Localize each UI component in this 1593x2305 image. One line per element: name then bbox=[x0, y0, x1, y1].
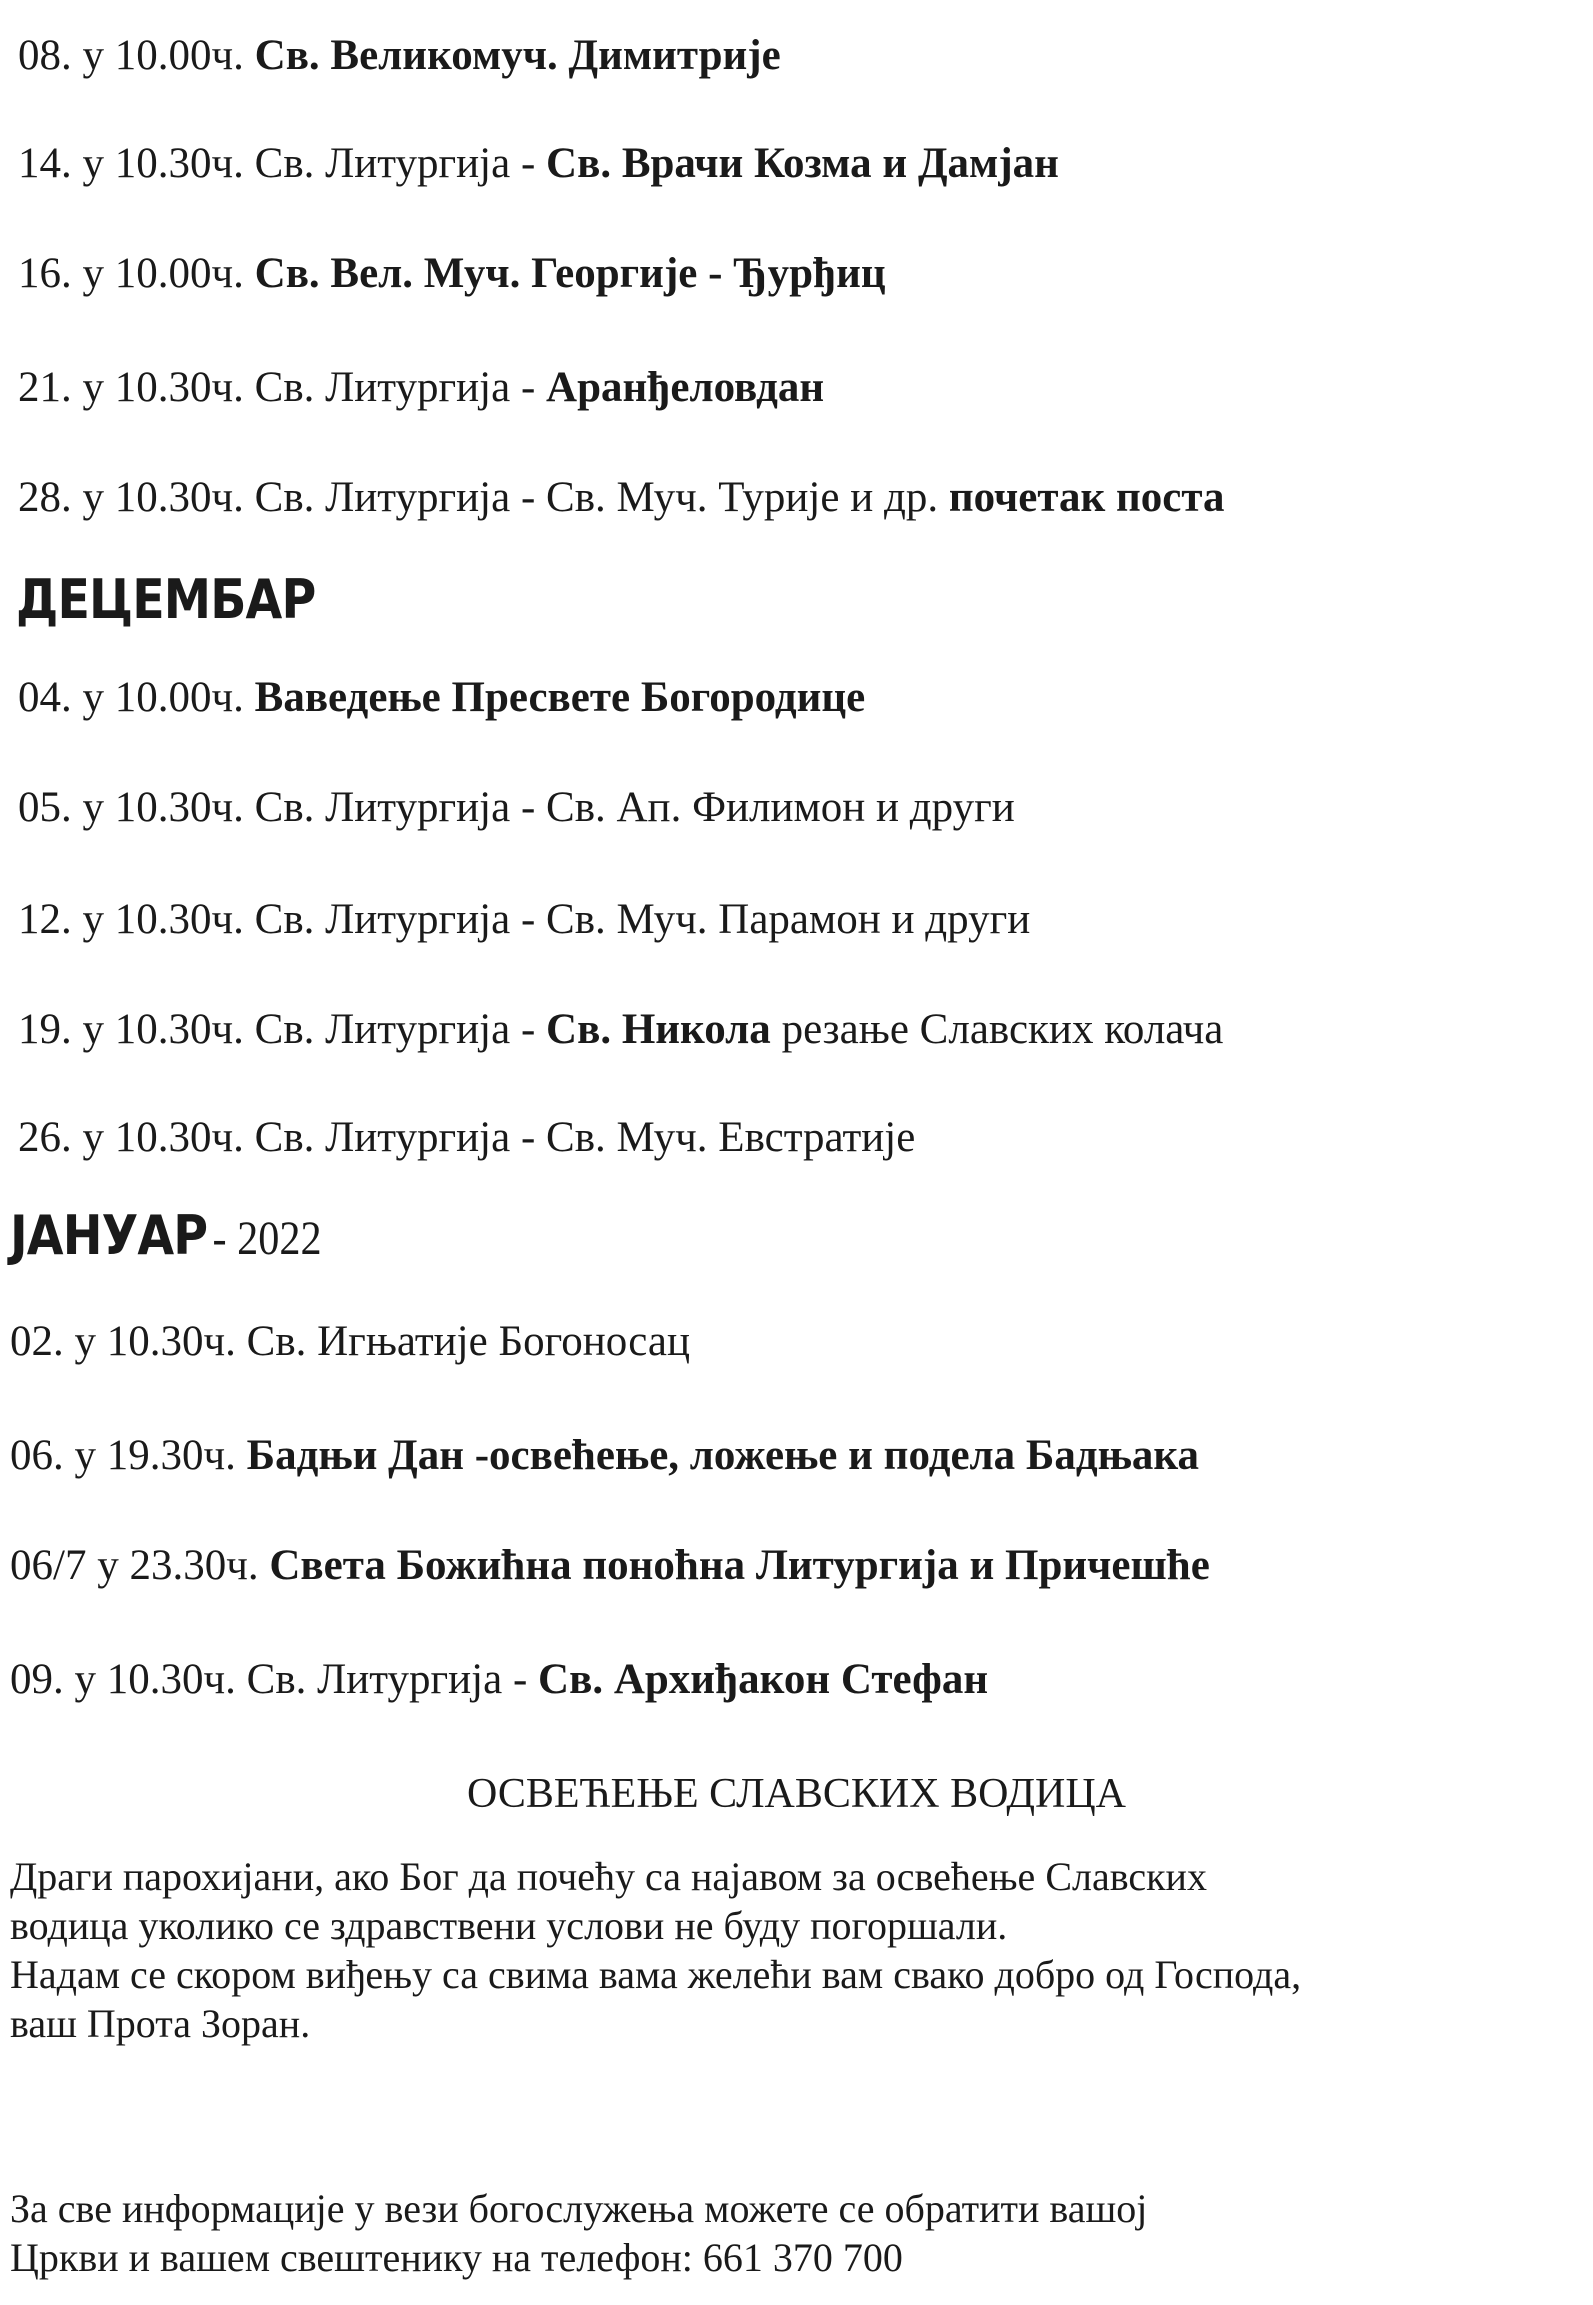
entry-feast: Света Божићна поноћна Литургија и Причешће bbox=[269, 1542, 1210, 1589]
entry-date: 12. bbox=[18, 896, 72, 943]
entry-date: 06/7 bbox=[10, 1542, 87, 1589]
entry-feast: Св. Великомуч. Димитрије bbox=[254, 32, 781, 79]
entry-time: у 19.30ч. bbox=[74, 1432, 236, 1479]
schedule-entry bbox=[18, 472, 1225, 524]
schedule-entry bbox=[18, 672, 865, 724]
notice-title: ОСВЕЋЕЊЕ СЛАВСКИХ ВОДИЦА bbox=[467, 1771, 1126, 1817]
entry-date: 19. bbox=[18, 1006, 72, 1053]
notice-body bbox=[10, 1852, 1301, 2048]
entry-separator: - bbox=[510, 140, 547, 187]
entry-service: Св. Литургија - Св. Ап. Филимон и други bbox=[254, 784, 1015, 831]
entry-feast: Св. Архиђакон Стефан bbox=[538, 1656, 989, 1703]
entry-time: у 10.30ч. bbox=[82, 474, 244, 521]
schedule-entry bbox=[18, 782, 1015, 834]
entry-time: у 10.30ч. bbox=[82, 784, 244, 831]
month-heading-january bbox=[10, 1204, 322, 1267]
month-heading-december bbox=[16, 568, 315, 631]
entry-service: Св. Литургија bbox=[246, 1656, 503, 1703]
schedule-entry bbox=[10, 1540, 1210, 1592]
entry-separator: - bbox=[510, 364, 547, 411]
entry-time: у 10.30ч. bbox=[82, 1006, 244, 1053]
month-name: ДЕЦЕМБАР bbox=[16, 568, 316, 631]
entry-feast: Бадњи Дан -освећење, ложење и подела Бадњака bbox=[246, 1432, 1199, 1479]
entry-separator bbox=[938, 474, 949, 521]
entry-tail: резање Славских колача bbox=[770, 1006, 1224, 1053]
entry-separator: - bbox=[510, 1006, 547, 1053]
schedule-entry bbox=[10, 1430, 1199, 1482]
schedule-entry bbox=[18, 1004, 1223, 1056]
entry-service: Св. Литургија - Св. Муч. Турије и др. bbox=[254, 474, 939, 521]
entry-service: Св. Игњатије Богоносац bbox=[246, 1318, 691, 1365]
entry-time: у 10.00ч. bbox=[82, 674, 244, 721]
entry-time: у 10.30ч. bbox=[74, 1318, 236, 1365]
entry-service: Св. Литургија - Св. Муч. Евстратије bbox=[254, 1114, 916, 1161]
entry-date: 28. bbox=[18, 474, 72, 521]
entry-date: 06. bbox=[10, 1432, 64, 1479]
entry-time: у 10.30ч. bbox=[82, 364, 244, 411]
entry-separator: - bbox=[502, 1656, 539, 1703]
schedule-entry bbox=[18, 362, 824, 414]
entry-time: у 23.30ч. bbox=[97, 1542, 259, 1589]
entry-date: 09. bbox=[10, 1656, 64, 1703]
schedule-entry bbox=[10, 1654, 988, 1706]
entry-feast: Св. Вел. Муч. Георгије - Ђурђиц bbox=[254, 250, 886, 297]
schedule-entry bbox=[18, 138, 1059, 190]
entry-service: Св. Литургија bbox=[254, 1006, 511, 1053]
entry-time: у 10.30ч. bbox=[82, 140, 244, 187]
entry-time: у 10.30ч. bbox=[74, 1656, 236, 1703]
entry-date: 05. bbox=[18, 784, 72, 831]
entry-date: 26. bbox=[18, 1114, 72, 1161]
entry-date: 04. bbox=[18, 674, 72, 721]
entry-time: у 10.00ч. bbox=[82, 250, 244, 297]
month-year: - 2022 bbox=[212, 1212, 322, 1265]
month-name: ЈАНУАР bbox=[10, 1204, 208, 1267]
schedule-entry bbox=[18, 1112, 915, 1164]
entry-date: 16. bbox=[18, 250, 72, 297]
entry-time: у 10.30ч. bbox=[82, 1114, 244, 1161]
schedule-entry bbox=[18, 30, 781, 82]
entry-service: Св. Литургија - Св. Муч. Парамон и други bbox=[254, 896, 1031, 943]
schedule-entry bbox=[10, 1316, 690, 1368]
entry-feast: Аранђеловдан bbox=[546, 364, 825, 411]
notice-line: Надам се скором виђењу са свима вама желећи вам свако добро од Господа, bbox=[10, 1952, 1302, 1997]
schedule-entry bbox=[18, 248, 886, 300]
entry-feast: Св. Врачи Козма и Дамјан bbox=[546, 140, 1059, 187]
contact-line: За све информације у вези богослужења можете се обратити вашој bbox=[10, 2186, 1148, 2231]
schedule-entry bbox=[18, 894, 1030, 946]
entry-service: Св. Литургија bbox=[254, 364, 511, 411]
entry-feast: почетак поста bbox=[948, 474, 1225, 521]
entry-time: у 10.00ч. bbox=[82, 32, 244, 79]
notice-line: водица уколико се здравствени услови не буду погоршали. bbox=[10, 1903, 1008, 1948]
entry-feast: Ваведење Пресвете Богородице bbox=[254, 674, 866, 721]
entry-date: 14. bbox=[18, 140, 72, 187]
contact-info bbox=[10, 2184, 1147, 2282]
contact-line: Цркви и вашем свештенику на телефон: 661 370 700 bbox=[10, 2235, 903, 2280]
notice-line: Драги парохијани, ако Бог да почећу са најавом за освећење Славских bbox=[10, 1854, 1207, 1899]
entry-date: 08. bbox=[18, 32, 72, 79]
entry-service: Св. Литургија bbox=[254, 140, 511, 187]
notice-line: ваш Прота Зоран. bbox=[10, 2001, 311, 2046]
entry-time: у 10.30ч. bbox=[82, 896, 244, 943]
entry-date: 21. bbox=[18, 364, 72, 411]
entry-feast: Св. Никола bbox=[546, 1006, 771, 1053]
entry-date: 02. bbox=[10, 1318, 64, 1365]
